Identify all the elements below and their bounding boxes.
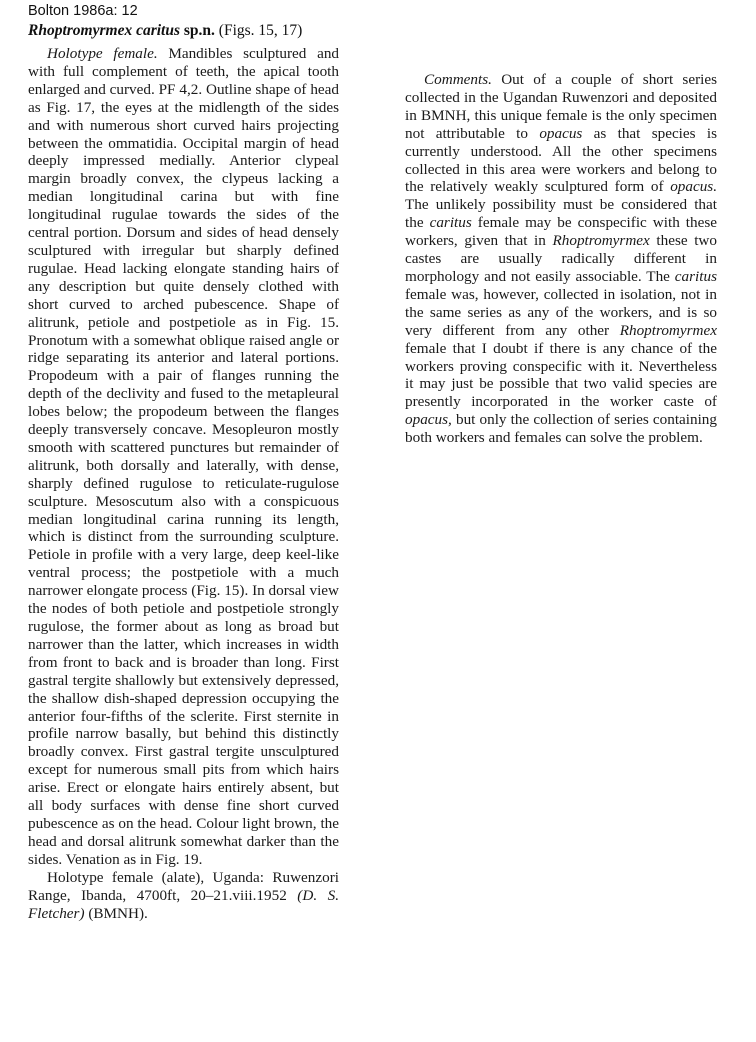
comments-text: these two castes are usually radically different in morphology and not easily associable. The [405,232,717,285]
species-name: Rhoptromyrmex caritus [28,22,181,39]
comments-text: as that species is currently understood. All the other specimens collected in this area were workers and belong to the relatively weakly sculptured form of [405,124,717,196]
comments-text: female may be conspecific with these workers, given that in [405,214,718,250]
comments-text: The unlikely possibility must be considered that the [405,196,717,232]
taxon-name: opacus, [405,411,452,429]
taxon-name: opacus [539,124,583,142]
description-paragraph [28,45,339,869]
left-column [28,45,339,922]
description-text: Mandibles sculptured and with full complement of teeth, the apical tooth enlarged and curved. PF 4,2. Outline shape of head as Fig. 17, the eyes at the midlength of the sides and with numerous short curved hairs projecting between the ommatidia. Occipital margin of head deeply impressed medially. Anterior clypeal margin broadly convex, the clypeus lacking a median longitudinal carina but with fine longitudinal rugulae towards the sides of the central portion. Dorsum and sides of head densely sculptured with irregular but sharply defined rugulae. Head lacking elongate standing hairs of any description but quite densely clothed with short curved to arched pubescence. Shape of alitrunk, petiole and postpetiole as in Fig. 15. Pronotum with a somewhat oblique raised angle or ridge separating its anterior and lateral portions. Propodeum with a pair of flanges running the depth of the declivity and fused to the metapleural lobes below; the propodeum between the flanges deeply transversely concave. Mesopleuron mostly smooth with scattered punctures but remainder of alitrunk, both dorsally and laterally, with dense, sharply defined rugulose to reticulate-rugulose sculpture. Mesoscutum also with a conspicuous median longitudinal carina running its length, which is distinct from the surrounding sculpture. Petiole in profile with a very large, deep keel-like ventral process; the postpetiole with a much narrower elongate process (Fig. 15). In dorsal view the nodes of both petiole and postpetiole strongly rugulose, the former about as long as broad but narrower than the latter, which increases in width from front to back and is broader than long. First gastral tergite shallowly but extensively depressed, the shallow dish-shaped depression occupying the anterior four-fifths of the sclerite. First sternite in profile narrow basally, but behind this distinctly broadly convex. First gastral tergite unsculptured except for numerous small pits from which hairs arise. Erect or elongate hairs entirely absent, but all body surfaces with dense fine short curved pubescence as on the head. Colour light brown, the head and dorsal alitrunk somewhat darker than the sides. Venation as in Fig. 19. [28,45,340,868]
material-paragraph [28,869,339,923]
right-column [405,71,717,447]
citation: Bolton 1986a: 12 [28,3,138,19]
comments-text: Out of a couple of short series collected in the Ugandan Ruwenzori and deposited in BMNH, this unique female is the only specimen not attributable to [405,71,718,142]
genus-name: Rhoptromyrmex [552,232,650,250]
comments-text: but only the collection of series containing both workers and females can solve the problem. [405,411,717,447]
collector: (D. S. Fletcher) [28,886,339,922]
description-label: Holotype female. [47,45,158,62]
comments-text: female was, however, collected in isolation, not in the same series as any of the workers, and is so very different from any other [405,285,717,339]
species-heading [28,21,348,40]
comments-text: female that I doubt if there is any chance of the workers proving conspecific with it. Nevertheless it may just be possible that two valid species are presently incorporated in the worker caste of [405,339,717,411]
page-header [28,2,348,40]
material-text: Holotype female (alate), Uganda: Ruwenzori Range, Ibanda, 4700ft, 20–21.viii.1952 [28,868,339,904]
depository: (BMNH). [88,904,148,922]
genus-name: Rhoptromyrmex [619,321,717,339]
taxon-name: caritus [674,267,717,285]
figures-reference: (Figs. 15, 17) [218,22,303,39]
comments-paragraph [405,71,717,447]
taxon-name: opacus. [670,178,718,196]
taxon-name: caritus [429,214,472,232]
species-suffix: sp.n. [183,22,215,39]
comments-label: Comments. [424,71,492,88]
